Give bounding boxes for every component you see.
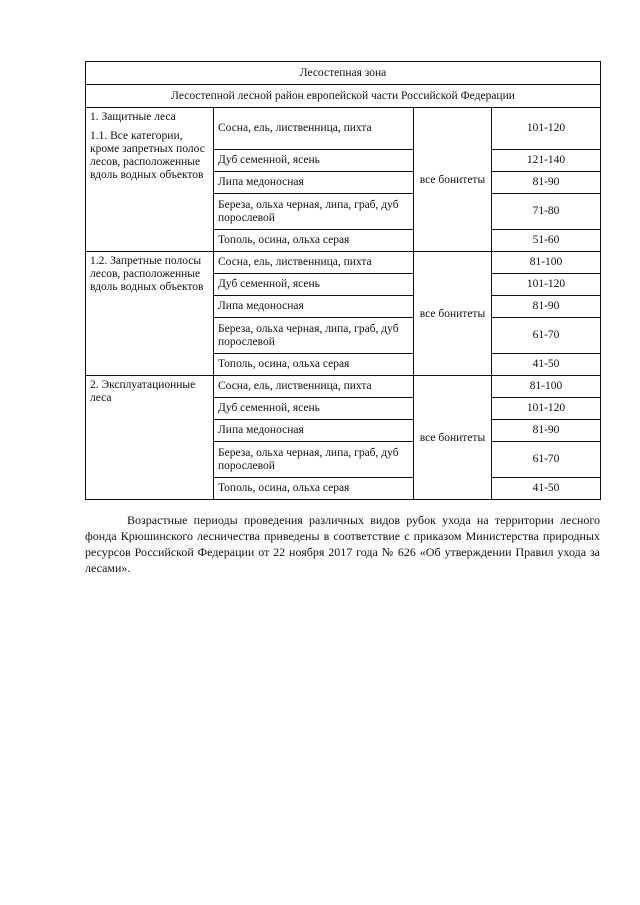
category-title: 1.2. Запретные полосы лесов, расположенные вдоль водных объектов <box>90 255 204 293</box>
species-cell: Дуб семенной, ясень <box>214 274 414 296</box>
category-cell <box>86 376 214 500</box>
category-subtitle: 1.1. Все категории, кроме запретных полос лесов, расположенные вдоль водных объектов <box>90 130 205 181</box>
species-cell: Дуб семенной, ясень <box>214 398 414 420</box>
bonitet-cell: все бонитеты <box>414 376 492 500</box>
age-cell: 41-50 <box>492 478 601 500</box>
species-cell: Береза, ольха черная, липа, граб, дуб порослевой <box>214 194 414 230</box>
species-cell: Дуб семенной, ясень <box>214 150 414 172</box>
table-row <box>86 108 601 150</box>
table-row <box>86 252 601 274</box>
species-cell: Тополь, осина, ольха серая <box>214 230 414 252</box>
category-cell <box>86 252 214 376</box>
zone-header: Лесостепная зона <box>86 62 601 85</box>
age-cell: 51-60 <box>492 230 601 252</box>
age-cell: 81-90 <box>492 296 601 318</box>
species-cell: Липа медоносная <box>214 420 414 442</box>
species-cell: Сосна, ель, лиственница, пихта <box>214 376 414 398</box>
age-cell: 61-70 <box>492 442 601 478</box>
note-text: Возрастные периоды проведения различных видов рубок ухода на территории лесного фонда Крюшинского лесничества приведены в соответствие с приказом Министерства природных ресурсов Российской Федерации от 22 ноября 2017 года № 626 «Об утверждении Правил ухода за лесами». <box>85 513 600 575</box>
category-cell <box>86 108 214 252</box>
species-cell: Липа медоносная <box>214 296 414 318</box>
bonitet-cell: все бонитеты <box>414 108 492 252</box>
region-header-row <box>86 85 601 108</box>
region-header: Лесостепной лесной район европейской части Российской Федерации <box>86 85 601 108</box>
age-cell: 81-100 <box>492 376 601 398</box>
species-cell: Тополь, осина, ольха серая <box>214 354 414 376</box>
species-cell: Береза, ольха черная, липа, граб, дуб порослевой <box>214 318 414 354</box>
table-row <box>86 376 601 398</box>
species-cell: Липа медоносная <box>214 172 414 194</box>
age-cell: 81-90 <box>492 420 601 442</box>
species-cell: Сосна, ель, лиственница, пихта <box>214 108 414 150</box>
age-cell: 101-120 <box>492 108 601 150</box>
category-title: 1. Защитные леса <box>90 111 176 123</box>
forest-age-table <box>85 61 601 500</box>
explanatory-note <box>85 512 600 576</box>
age-cell: 81-90 <box>492 172 601 194</box>
zone-header-row <box>86 62 601 85</box>
species-cell: Береза, ольха черная, липа, граб, дуб порослевой <box>214 442 414 478</box>
age-cell: 121-140 <box>492 150 601 172</box>
bonitet-cell: все бонитеты <box>414 252 492 376</box>
age-cell: 101-120 <box>492 398 601 420</box>
age-cell: 81-100 <box>492 252 601 274</box>
age-cell: 61-70 <box>492 318 601 354</box>
category-title: 2. Эксплуатационные леса <box>90 379 196 404</box>
age-cell: 101-120 <box>492 274 601 296</box>
age-cell: 71-80 <box>492 194 601 230</box>
species-cell: Тополь, осина, ольха серая <box>214 478 414 500</box>
species-cell: Сосна, ель, лиственница, пихта <box>214 252 414 274</box>
age-cell: 41-50 <box>492 354 601 376</box>
